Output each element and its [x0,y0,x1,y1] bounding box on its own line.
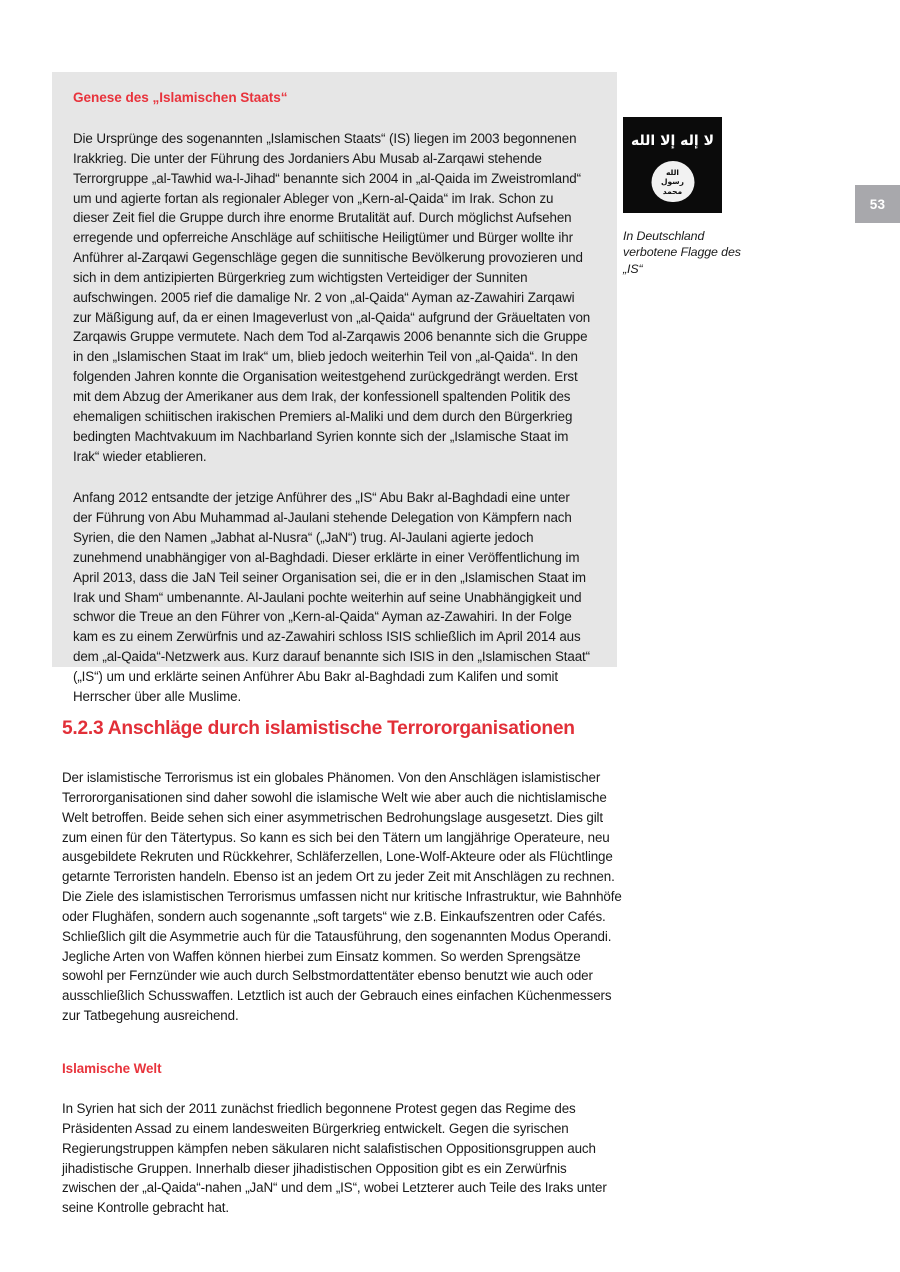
prophetic-seal-icon [651,161,694,202]
seal-line-1: الله [666,167,679,177]
is-flag-image [623,117,722,213]
main-content-column [62,718,622,1218]
info-box-paragraph-1: Die Ursprünge des sogenannten „Islamischen Staats“ (IS) liegen im 2003 begonnenen Irakkrieg. Die unter der Führung des Jordaniers Abu Musab al-Zarqawi stehende Terrorgruppe „al-Tawhid wa-l-Jihad“ benannte sich 2004 in „al-Qaida im Zweistromland“ um und agierte fortan als regionaler Ableger von „Kern-al-Qaida“ im Irak. Schon zu dieser Zeit fiel die Gruppe durch ihre enorme Brutalität auf. Durch möglichst Aufsehen erregende und opferreiche Anschläge auf schiitische Heiligtümer und Bürger wollte ihr Anführer al-Zarqawi Gegenschläge gegen die sunnitische Bevölkerung provozieren und sich in dem antizipierten Bürgerkrieg zum wichtigsten Verteidiger der Sunniten aufschwingen. 2005 rief die damalige Nr. 2 von „al-Qaida“ Ayman az-Zawahiri Zarqawi zur Mäßigung auf, da er einen Imageverlust von „al-Qaida“ aufgrund der Gräueltaten von Zarqawis Gruppe vermutete. Nach dem Tod al-Zarqawis 2006 benannte sich die Gruppe in den „Islamischen Staat im Irak“ um, blieb jedoch weiterhin Teil von „al-Qaida“. In den folgenden Jahren konnte die Organisation weitestgehend zurückgedrängt werden. Erst mit dem Abzug der Amerikaner aus dem Irak, der konfessionell spaltenden Politik des ehemaligen schiitischen irakischen Premiers al-Maliki und dem durch den Bürgerkrieg bedingten Machtvakuum im Nachbarland Syrien konnte sich der „Islamische Staat im Irak“ wieder etablieren. [73,131,591,464]
sub-heading-islamische-welt: Islamische Welt [62,1060,162,1076]
shahada-text: لا إله إلا الله [630,133,715,149]
seal-line-3: محمد [662,186,683,196]
seal-line-2: رسول [661,177,684,187]
info-box-genese [52,72,617,704]
body-paragraph-2: In Syrien hat sich der 2011 zunächst friedlich begonnene Protest gegen das Regime des Präsidenten Assad zu einem landesweiten Bürgerkrieg entwickelt. Gegen die syrischen Regierungstruppen kämpfen neben säkularen nicht salafistischen Oppositionsgruppen auch jihadistische Gruppen. Innerhalb dieser jihadistischen Opposition gibt es ein Zerwürfnis zwischen der „al-Qaida“-nahen „JaN“ und dem „IS“, wobei Letzterer auch Teile des Iraks unter seine Kontrolle gebracht hat. [62,1100,607,1216]
page-number-label: 53 [869,196,886,212]
info-box-heading: Genese des „Islamischen Staats“ [73,90,288,105]
info-box-content [63,90,595,707]
info-box-paragraph-2: Anfang 2012 entsandte der jetzige Anführer des „IS“ Abu Bakr al-Baghdadi eine unter der Führung von Abu Muhammad al-Jaulani stehende Delegation von Kämpfern nach Syrien, die den Namen „Jabhat al-Nusra“ („JaN“) trug. Al-Jaulani agierte jedoch zunehmend unabhängiger von al-Baghdadi. Dieser erklärte in einer Veröffentlichung im April 2013, dass die JaN Teil seiner Organisation sei, die er in den „Islamischen Staat im Irak und Sham“ umbenannte. Al-Jaulani pochte weiterhin auf seine Unabhängigkeit und schwor die Treue an den Führer von „Kern-al-Qaida“ Ayman az-Zawahiri. In der Folge kam es zu einem Zerwürfnis und az-Zawahiri schloss ISIS schließlich im April 2014 aus dem „al-Qaida“-Netzwerk aus. Kurz darauf benannte sich ISIS in den „Islamischen Staat“ („IS“) um und erklärte seinen Anführer Abu Bakr al-Baghdadi zum Kalifen und somit Herrscher über alle Muslime. [73,490,590,704]
body-paragraph-1: Der islamistische Terrorismus ist ein globales Phänomen. Von den Anschlägen islamistischer Terrororganisationen sind daher sowohl die islamische Welt wie aber auch die nichtislamische Welt betroffen. Beide sehen sich einer asymmetrischen Bedrohungslage ausgesetzt. Dies gilt zum einen für den Tätertypus. So kann es sich bei den Tätern um langjährige Operateure, neu ausgebildete Rekruten und Rückkehrer, Schläferzellen, Lone-Wolf-Akteure oder als Flüchtlinge getarnte Terroristen handeln. Ebenso ist an jedem Ort zu jeder Zeit mit Anschlägen zu rechnen. Die Ziele des islamistischen Terrorismus umfassen nicht nur kritische Infrastruktur, wie Bahnhöfe oder Flughäfen, sondern auch sogenannte „soft targets“ wie z.B. Einkaufszentren oder Cafés. Schließlich gilt die Asymmetrie auch für die Tatausführung, den sogenannten Modus Operandi. Jegliche Arten von Waffen können hierbei zum Einsatz kommen. So werden Sprengsätze sowohl per Fernzünder wie auch durch Selbstmordattentäter ebenso benutzt wie auch oder ausschließlich Schusswaffen. Letztlich ist auch der Gebrauch eines einfachen Küchenmessers zur Tatbegehung ausreichend. [62,770,622,1024]
section-heading: 5.2.3 Anschläge durch islamistische Terrororganisationen [62,718,575,739]
figure-is-flag [623,117,743,277]
figure-caption: In Deutschland verbotene Flagge des „IS“ [623,229,741,276]
page-number-badge [855,185,900,223]
